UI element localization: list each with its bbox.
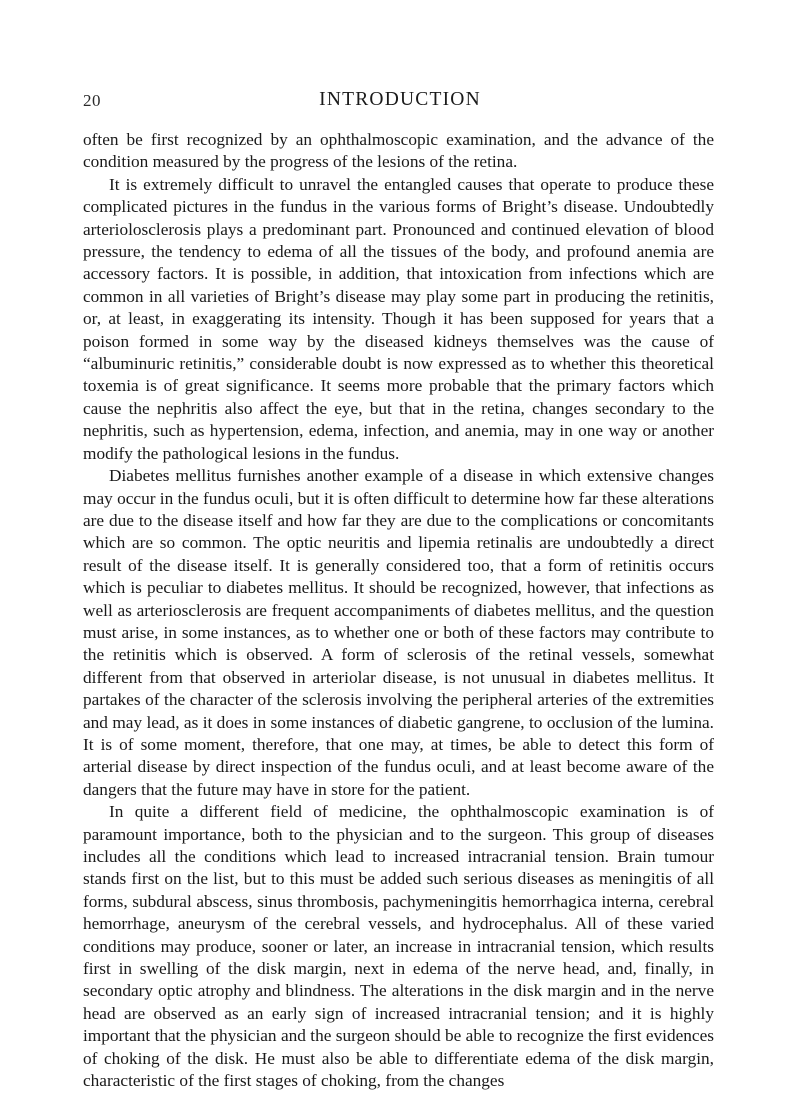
paragraph-continued: often be first recognized by an ophthalmoscopic examination, and the advance of the condition measured by the progress of the lesions of the retina. bbox=[83, 130, 714, 172]
page-number: 20 bbox=[83, 91, 101, 110]
paragraph-brights-disease: It is extremely difficult to unravel the entangled causes that operate to produce these complicated pictures in the fundus in the various forms of Bright’s disease. Undoubtedly arteriolosclerosis plays a predominant part. Pronounced and continued elevation of blood pressure, the tendency to edema of all the tissues of the body, and profound anemia are accessory factors. It is possible, in addition, that intoxication from infections which are common in all varieties of Bright’s disease may play some part in producing the retinitis, or, at least, in exaggerating its intensity. Though it has been supposed for years that a poison formed in some way by the diseased kidneys themselves was the cause of “albuminuric retinitis,” considerable doubt is now expressed as to whether this theoretical toxemia is of great significance. It seems more probable that the primary factors which cause the nephritis also affect the eye, but that in the retina, changes secondary to the nephritis, such as hypertension, edema, infection, and anemia, may in one way or another modify the pathological lesions in the fundus. bbox=[83, 174, 714, 463]
paragraph-intracranial-tension: In quite a different field of medicine, the ophthalmoscopic examination is of paramount importance, both to the physician and to the surgeon. This group of diseases includes all the conditions which lead to increased intracranial tension. Brain tumour stands first on the list, but to this must be added such serious diseases as meningitis of all forms, subdural abscess, sinus thrombosis, pachymeningitis hemorrhagica interna, cerebral hemorrhage, aneurysm of the cerebral vessels, and hydrocephalus. All of these varied conditions may produce, sooner or later, an increase in intracranial tension, which results first in swelling of the disk margin, next in edema of the nerve head, and, finally, in secondary optic atrophy and blindness. The alterations in the disk margin and in the nerve head are observed as an early sign of increased intracranial tension; and it is highly important that the physician and the surgeon should be able to recognize the first evidences of choking of the disk. He must also be able to differentiate edema of the disk margin, characteristic of the first stages of choking, from the changes bbox=[83, 802, 714, 1091]
body-text bbox=[83, 129, 714, 1092]
running-head: INTRODUCTION bbox=[319, 89, 481, 110]
paragraph-diabetes-mellitus: Diabetes mellitus furnishes another example of a disease in which extensive changes may occur in the fundus oculi, but it is often difficult to determine how far these alterations are due to the disease itself and how far they are due to the complications or concomitants which are so common. The optic neuritis and lipemia retinalis are undoubtedly a direct result of the disease itself. It is generally considered too, that a form of retinitis occurs which is peculiar to diabetes mellitus. It should be recognized, however, that infections as well as arteriosclerosis are frequent accompaniments of diabetes mellitus, and the question must arise, in some instances, as to whether one or both of these factors may contribute to the retinitis which is observed. A form of sclerosis of the retinal vessels, somewhat different from that observed in arteriolar disease, is not unusual in diabetes mellitus. It partakes of the character of the sclerosis involving the peripheral arteries of the extremities and may lead, as it does in some instances of diabetic gangrene, to occlusion of the lumina. It is of some moment, therefore, that one may, at times, be able to detect this form of arterial disease by direct inspection of the fundus oculi, and at least become aware of the dangers that the future may have in store for the patient. bbox=[83, 466, 714, 799]
